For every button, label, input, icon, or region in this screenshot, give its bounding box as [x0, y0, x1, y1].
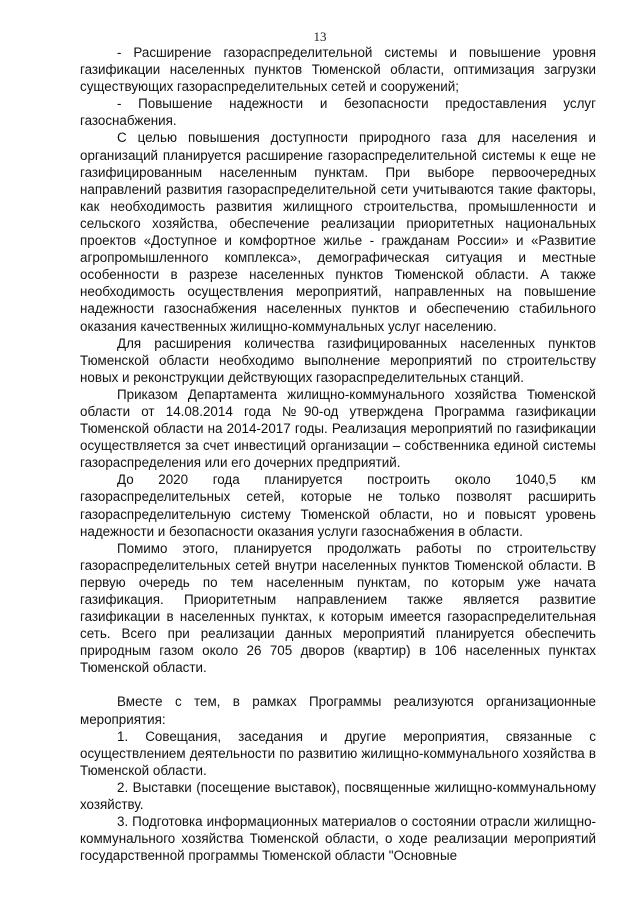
paragraph-list-item-2: - Повышение надежности и безопасности предоставления услуг газоснабжения.: [80, 96, 596, 129]
paragraph-measure-2: 2. Выставки (посещение выставок), посвященные жилищно-коммунальному хозяйству.: [80, 779, 596, 813]
paragraph-organizational: Вместе с тем, в рамках Программы реализуются организационные мероприятия:: [80, 694, 596, 727]
paragraph-plan-2020: До 2020 года планируется построить около 1040,5 км газораспределительных сетей, которые не только позволят расширить газораспределительную систему Тюменской области, но и повысят уровень надежности и безопасности оказания услуги газоснабжения в области.: [80, 472, 596, 539]
page-number: 13: [313, 29, 327, 44]
paragraph-gas-expansion: Для расширения количества газифицированных населенных пунктов Тюменской области необходимо выполнение мероприятий по строительству новых и реконструкции действующих газораспределительных станций.: [80, 335, 596, 385]
document-body: [80, 44, 596, 864]
paragraph-measure-1: 1. Совещания, заседания и другие мероприятия, связанные с осуществлением деятельности по развитию жилищно-коммунального хозяйства в Тюменской области.: [80, 728, 596, 778]
paragraph-order: Приказом Департамента жилищно-коммунального хозяйства Тюменской области от 14.08.2014 года №90-од утверждена Программа газификации Тюменской области на 2014-2017 годы. Реализация мероприятий по газификации осуществляется за счет инвестиций организации – собственника единой системы газораспределения или его дочерних предприятий.: [80, 386, 596, 471]
paragraph-gas-access: С целью повышения доступности природного газа для населения и организаций планируется расширение газораспределительной системы к еще не газифицированным населенным пунктам. При выборе первоочередных направлений развития газораспределительной сети учитываются такие факторы, как необходимость развития жилищного строительства, промышленности и сельского хозяйства, обеспечение реализации приоритетных национальных проектов «Доступное и комфортное жилье - гражданам России» и «Развитие агропромышленного комплекса», демографическая ситуация и местные особенности в разрезе населенных пунктов Тюменской области. А также необходимость осуществления мероприятий, направленных на повышение надежности газоснабжения населенных пунктов и обеспечению стабильного оказания качественных жилищно-коммунальных услуг населению.: [80, 130, 596, 334]
paragraph-list-item-1: - Расширение газораспределительной системы и повышение уровня газификации населенных пунктов Тюменской области, оптимизация загрузки существующих газораспределительных сетей и сооружений;: [80, 45, 596, 95]
paragraph-measure-3: 3. Подготовка информационных материалов о состоянии отрасли жилищно-коммунального хозяйства Тюменской области, о ходе реализации мероприятий государственной программы Тюменской области "Основные: [80, 814, 596, 864]
paragraph-networks: Помимо этого, планируется продолжать работы по строительству газораспределительных сетей внутри населенных пунктов Тюменской области. В первую очередь по тем населенным пунктам, по которым уже начата газификация. Приоритетным направлением также является развитие газификации в населенных пунктах, к которым имеется газораспределительная сеть. Всего при реализации данных мероприятий планируется обеспечить природным газом около 26 705 дворов (квартир) в 106 населенных пунктах Тюменской области.: [80, 540, 596, 676]
